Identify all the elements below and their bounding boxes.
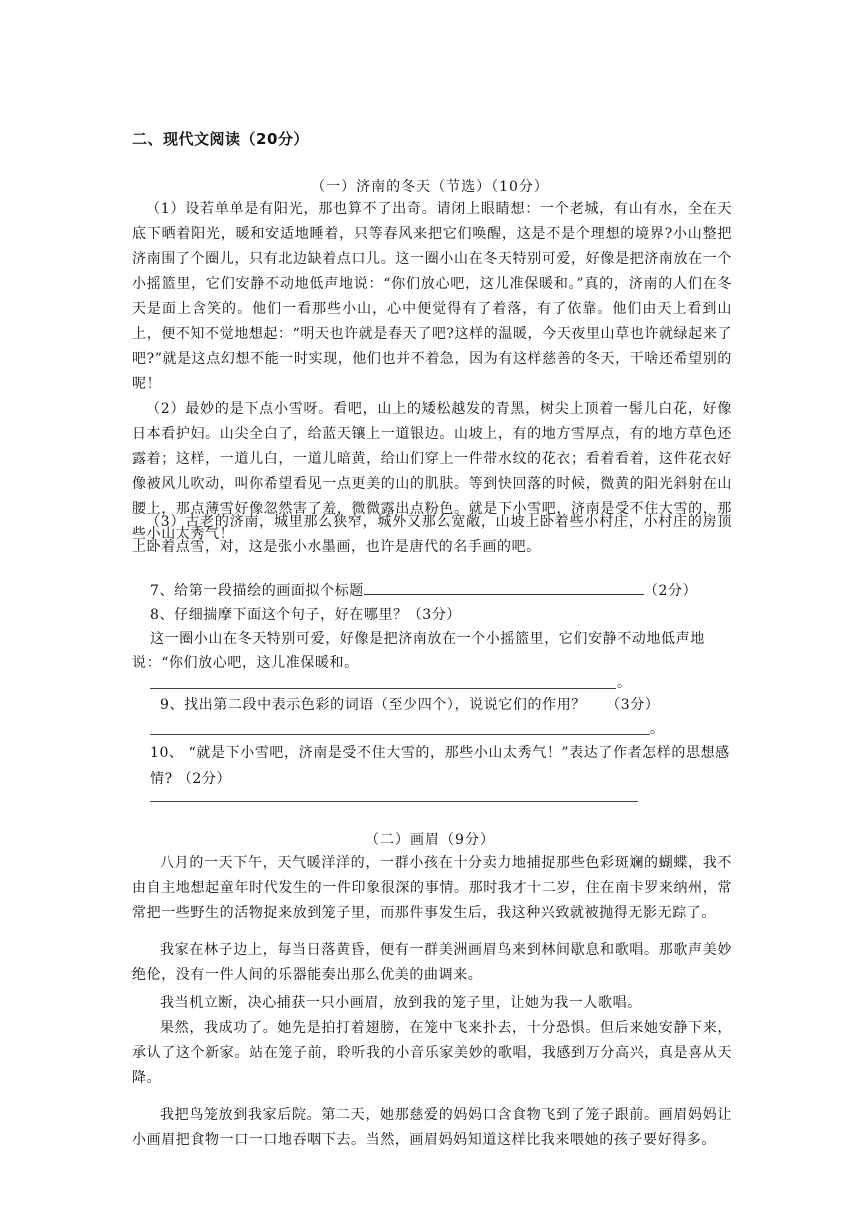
question-8-answer-line[interactable]	[150, 688, 616, 689]
question-10-answer-line[interactable]	[150, 801, 638, 802]
question-7-answer-blank[interactable]	[364, 580, 644, 595]
question-7-text: 7、给第一段描绘的画面拟个标题	[150, 583, 364, 599]
passage2-title: （二）画眉（9分）	[365, 832, 495, 848]
question-7	[150, 579, 730, 603]
section-title: 二、现代文阅读（20分）	[132, 130, 309, 148]
passage2-paragraph-5: 我把鸟笼放到我家后院。第二天，她那慈爱的妈妈口含食物飞到了笼子跟前。画眉妈妈让小画眉把食物一口一口地吞咽下去。当然，画眉妈妈知道这样比我来喂她的孩子要好得多。	[132, 1107, 732, 1148]
passage2-paragraph-2: 我家在林子边上，每当日落黄昏，便有一群美洲画眉鸟来到林间歇息和歌唱。那歌声美妙绝伦，没有一件人间的乐器能奏出那么优美的曲调来。	[132, 942, 732, 983]
question-9-answer-line[interactable]	[150, 734, 650, 735]
passage2-paragraph-1: 八月的一天下午，天气暖洋洋的，一群小孩在十分卖力地捕捉那些色彩斑斓的蝴蝶，我不由自主地想起童年时代发生的一件印象很深的事情。那时我才十二岁，住在南卡罗来纳州，常常把一些野生的活物捉来放到笼子里，而那件事发生后，我这种兴致就被抛得无影无踪了。	[132, 855, 732, 921]
question-8: 8、仔细揣摩下面这个句子，好在哪里？（3分）	[150, 607, 462, 623]
question-7-score: （2分）	[643, 583, 698, 599]
passage1-paragraph-2: （2）最妙的是下点小雪呀。看吧，山上的矮松越发的青黑，树尖上顶着一髻儿白花，好像日本看护妇。山尖全白了，给蓝天镶上一道银边。山坡上，有的地方雪厚点，有的地方草色还露着；这样，一道儿白，一道儿暗黄，给山们穿上一件带水纹的花衣；看着看着，这件花衣好像被风儿吹动，叫你希望看见一点更美的山的肌肤。等到快回落的时候，微黄的阳光斜射在山腰上，那点薄雪好像忽然害了羞，微微露出点粉色。就是下小雪吧，济南是受不住大雪的，那些小山太秀气！	[132, 401, 732, 542]
passage1-paragraph-3: （3）古老的济南，城里那么狭窄，城外又那么宽敞，山坡上卧着些小村庄，小村庄的房顶上卧着点雪，对，这是张小水墨画，也许是唐代的名手画的吧。	[132, 514, 732, 555]
passage2-paragraph-4: 果然，我成功了。她先是拍打着翅膀，在笼中飞来扑去，十分恐惧。但后来她安静下来，承认了这个新家。站在笼子前，聆听我的小音乐家美妙的歌唱，我感到万分高兴，真是喜从天降。	[132, 1020, 732, 1086]
question-9-score: （3分）	[606, 697, 660, 713]
passage1-title: （一）济南的冬天（节选）（10分）	[311, 179, 549, 195]
passage2-paragraph-3: 我当机立断，决心捕获一只小画眉，放到我的笼子里，让她为我一人歌唱。	[160, 995, 642, 1011]
question-8-period: 。	[617, 675, 631, 691]
question-9	[160, 693, 730, 717]
passage1-paragraph-1: （1）设若单单是有阳光，那也算不了出奇。请闭上眼睛想：一个老城，有山有水，全在天底下晒着阳光，暖和安适地睡着，只等春风来把它们唤醒，这是不是个理想的境界?小山整把济南围了个圈儿，只有北边缺着点口儿。这一圈小山在冬天特别可爱，好像是把济南放在一个小摇篮里，它们安静不动地低声地说：“你们放心吧，这儿准保暖和。”真的，济南的人们在冬天是面上含笑的。他们一看那些小山，心中便觉得有了着落，有了依靠。他们由天上看到山上，便不知不觉地想起：“明天也许就是春天了吧?这样的温暖，今天夜里山草也许就绿起来了吧?”就是这点幻想不能一时实现，他们也并不着急，因为有这样慈善的冬天，干啥还希望别的呢！	[132, 201, 732, 392]
question-9-period: 。	[650, 721, 664, 737]
question-10: 10、 “就是下小雪吧，济南是受不住大雪的，那些小山太秀气！”表达了作者怎样的思想感情? （2分）	[150, 745, 730, 787]
question-9-text: 9、找出第二段中表示色彩的词语（至少四个），说说它们的作用？	[160, 697, 586, 713]
question-8-quote: 这一圈小山在冬天特别可爱，好像是把济南放在一个小摇篮里，它们安静不动地低声地说：“你们放心吧，这儿准保暖和。	[132, 631, 705, 671]
